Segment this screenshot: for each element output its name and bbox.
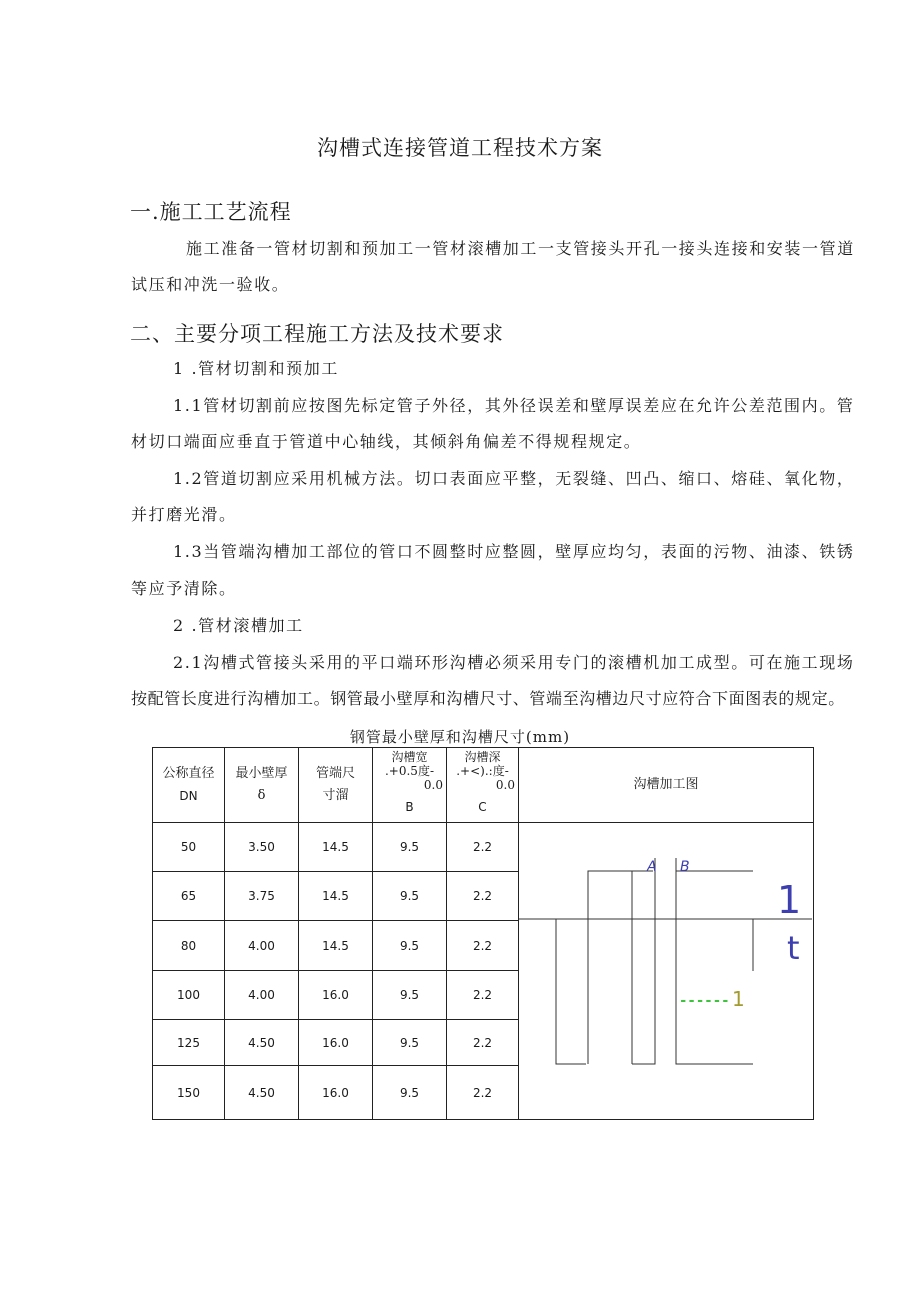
section2-heading: 二、主要分项工程施工方法及技术要求 bbox=[130, 322, 504, 346]
cell-c: 2.2 bbox=[447, 921, 519, 971]
cell-dn: 125 bbox=[153, 1020, 225, 1066]
para-1-3-line1: 1.3当管端沟槽加工部位的管口不圆整时应整圆，壁厚应均匀，表面的污物、油漆、铁锈 bbox=[173, 542, 855, 561]
label-one-top: 1 bbox=[777, 878, 802, 922]
section1-heading: 一.施工工艺流程 bbox=[130, 200, 292, 224]
cell-b: 9.5 bbox=[373, 1020, 447, 1066]
header-b-line2: .+0.5度- bbox=[384, 764, 434, 778]
label-a: A bbox=[647, 859, 657, 875]
cell-end: 16.0 bbox=[299, 971, 373, 1020]
cell-b: 9.5 bbox=[373, 971, 447, 1020]
header-b-line4: B bbox=[405, 800, 414, 814]
table-row bbox=[153, 823, 814, 872]
cell-wall: 3.50 bbox=[225, 823, 299, 872]
cell-dn: 100 bbox=[153, 971, 225, 1020]
cell-end: 16.0 bbox=[299, 1020, 373, 1066]
document-title: 沟槽式连接管道工程技术方案 bbox=[317, 136, 603, 160]
cell-dn: 50 bbox=[153, 823, 225, 872]
para-1-2-line2: 并打磨光滑。 bbox=[131, 505, 237, 524]
header-end-line1: 管端尺 bbox=[315, 766, 355, 781]
table-header-row bbox=[153, 748, 814, 823]
cell-c: 2.2 bbox=[447, 1066, 519, 1120]
label-one-green: 1 bbox=[732, 987, 745, 1011]
cell-c: 2.2 bbox=[447, 1020, 519, 1066]
cell-dn: 65 bbox=[153, 872, 225, 921]
cell-dn: 150 bbox=[153, 1066, 225, 1120]
header-c-line2: .+<).:度- bbox=[456, 764, 509, 778]
header-groove-depth bbox=[447, 748, 519, 823]
cell-end: 16.0 bbox=[299, 1066, 373, 1120]
header-b-line3: 0.0 bbox=[423, 778, 443, 792]
header-c-line4: C bbox=[478, 800, 487, 814]
header-dn-line1: 公称直径 bbox=[162, 766, 215, 781]
header-end bbox=[299, 748, 373, 823]
cell-end: 14.5 bbox=[299, 823, 373, 872]
cell-wall: 4.50 bbox=[225, 1020, 299, 1066]
section1-paragraph-line1: 施工准备一管材切割和预加工一管材滚槽加工一支管接头开孔一接头连接和安装一管道 bbox=[186, 239, 855, 258]
para-1-3-line2: 等应予清除。 bbox=[131, 579, 237, 598]
cell-wall: 4.00 bbox=[225, 921, 299, 971]
header-c-line1: 沟槽深 bbox=[464, 750, 501, 764]
cell-end: 14.5 bbox=[299, 921, 373, 971]
header-drawing: 沟槽加工图 bbox=[519, 748, 814, 823]
header-wall-line2: δ bbox=[257, 788, 266, 803]
groove-outline-left bbox=[588, 871, 653, 1064]
cell-b: 9.5 bbox=[373, 872, 447, 921]
pipe-end-profile bbox=[556, 919, 586, 1064]
header-dn-line2: DN bbox=[179, 789, 198, 803]
groove-a-right-line bbox=[632, 858, 655, 1064]
cell-c: 2.2 bbox=[447, 872, 519, 921]
groove-drawing-cell bbox=[519, 823, 814, 1120]
header-end-line2: 寸溜 bbox=[322, 788, 349, 803]
cell-b: 9.5 bbox=[373, 1066, 447, 1120]
label-b: B bbox=[680, 859, 690, 875]
label-t: t bbox=[787, 929, 800, 967]
cell-c: 2.2 bbox=[447, 971, 519, 1020]
para-1-1-line1: 1.1管材切割前应按图先标定管子外径，其外径误差和壁厚误差应在允许公差范围内。管 bbox=[173, 396, 855, 415]
header-wall-line1: 最小壁厚 bbox=[235, 766, 288, 781]
cell-end: 14.5 bbox=[299, 872, 373, 921]
cell-b: 9.5 bbox=[373, 921, 447, 971]
cell-c: 2.2 bbox=[447, 823, 519, 872]
para-2-1-line2: 按配管长度进行沟槽加工。钢管最小壁厚和沟槽尺寸、管端至沟槽边尺寸应符合下面图表的规定。 bbox=[131, 689, 845, 708]
subsection1-heading: 1 .管材切割和预加工 bbox=[173, 359, 339, 378]
para-1-1-line2: 材切口端面应垂直于管道中心轴线，其倾斜角偏差不得规程规定。 bbox=[131, 432, 642, 451]
header-c-line3: 0.0 bbox=[495, 778, 515, 792]
cell-wall: 4.00 bbox=[225, 971, 299, 1020]
groove-drawing bbox=[519, 823, 812, 1119]
subsection2-heading: 2 .管材滚槽加工 bbox=[173, 616, 304, 635]
cell-wall: 4.50 bbox=[225, 1066, 299, 1120]
cell-wall: 3.75 bbox=[225, 872, 299, 921]
header-groove-width bbox=[373, 748, 447, 823]
para-1-2-line1: 1.2管道切割应采用机械方法。切口表面应平整，无裂缝、凹凸、缩口、熔硅、氧化物， bbox=[173, 469, 855, 488]
para-2-1-line1: 2.1沟槽式管接头采用的平口端环形沟槽必须采用专门的滚槽机加工成型。可在施工现场 bbox=[173, 653, 855, 672]
header-wall bbox=[225, 748, 299, 823]
cell-dn: 80 bbox=[153, 921, 225, 971]
groove-spec-table bbox=[152, 747, 814, 1120]
header-dn bbox=[153, 748, 225, 823]
cell-b: 9.5 bbox=[373, 823, 447, 872]
dash-marker: ------ bbox=[679, 993, 730, 1009]
section1-paragraph-line2: 试压和冲洗一验收。 bbox=[131, 275, 290, 294]
header-b-line1: 沟槽宽 bbox=[391, 750, 428, 764]
table-caption: 钢管最小壁厚和沟槽尺寸(mm) bbox=[349, 728, 571, 746]
